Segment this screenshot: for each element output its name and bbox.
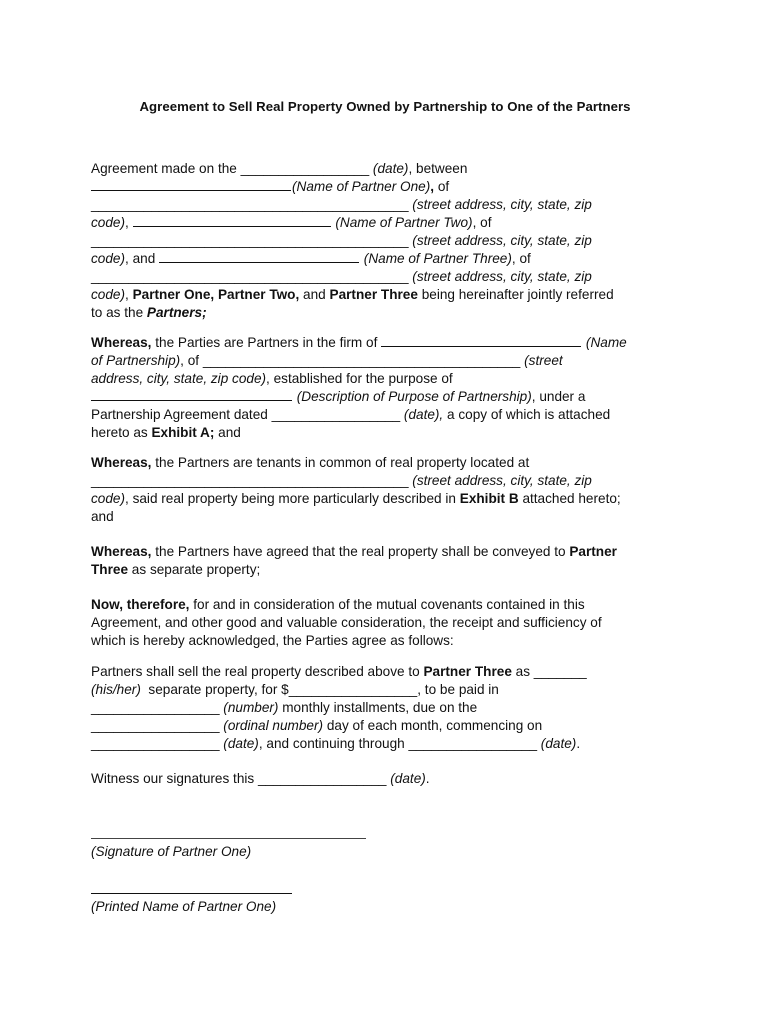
partnership-name-blank[interactable] bbox=[381, 334, 581, 347]
signature-line[interactable] bbox=[91, 838, 366, 839]
sale-terms-paragraph: Partners shall sell the real property described above to Partner Three as _______ (his/her) separate property, for $_________________, to be paid in _________________ (number) monthly installments, due on the _________________ (ordinal number) day of each month, commencing on _________________ (date), and continuing through _________________ (date). bbox=[91, 664, 587, 751]
address-blank[interactable]: __________________________________________ bbox=[91, 197, 409, 212]
now-therefore-paragraph: Now, therefore, for and in consideration of the mutual covenants contained in this Agreement, and other good and valuable consideration, the receipt and sufficiency of which is hereby acknowledged, the Parties agree as follows: bbox=[91, 597, 602, 648]
whereas-partnership-paragraph: Whereas, the Parties are Partners in the firm of (Name of Partnership), of __________________________________________ (street address, city, state, zip code), established for the purpose of (Description of Purpose of Partnership), under a Partnership Agreement dated _________________ (date), a copy of which is attached hereto as Exhibit A; and bbox=[91, 335, 627, 440]
purpose-blank[interactable] bbox=[91, 388, 292, 401]
whereas-property-paragraph: Whereas, the Partners are tenants in common of real property located at __________________________________________ (street address, city, state, zip code), said real property being more particularly described in Exhibit B attached hereto; and bbox=[91, 455, 621, 524]
day-blank[interactable]: _________________ bbox=[91, 718, 220, 733]
date-blank[interactable]: _________________ bbox=[257, 771, 387, 786]
address-blank[interactable]: __________________________________________ bbox=[91, 269, 409, 284]
date-blank[interactable]: _________________ bbox=[91, 736, 220, 751]
whereas-conveyance-paragraph: Whereas, the Partners have agreed that the real property shall be conveyed to Partner Three as separate property; bbox=[91, 544, 617, 577]
date-blank[interactable]: _________________ bbox=[240, 161, 370, 176]
witness-paragraph: Witness our signatures this _________________ (date). bbox=[91, 771, 430, 786]
address-blank[interactable]: __________________________________________ bbox=[91, 233, 409, 248]
printed-name-label: (Printed Name of Partner One) bbox=[91, 899, 277, 914]
signature-label: (Signature of Partner One) bbox=[91, 844, 252, 859]
date-blank[interactable]: _________________ bbox=[408, 736, 538, 751]
price-blank[interactable]: _________________ bbox=[288, 682, 418, 697]
partner-three-name-blank[interactable] bbox=[159, 250, 359, 263]
address-blank[interactable]: __________________________________________ bbox=[202, 353, 521, 368]
printed-name-line[interactable] bbox=[91, 893, 292, 894]
address-blank[interactable]: __________________________________________ bbox=[91, 473, 409, 488]
partner-one-name-blank[interactable] bbox=[91, 178, 291, 191]
partner-two-name-blank[interactable] bbox=[133, 214, 331, 227]
installments-blank[interactable]: _________________ bbox=[91, 700, 220, 715]
intro-paragraph: Agreement made on the _________________ (date), between (Name of Partner One), of __________________________________________ (street address, city, state, zip code), (Name of Partner Two), of __________________________________________ (street address, city, state, zip code), and (Name of Partner Three), of __________________________________________ (street address, city, state, zip code), Partner One, Partner Two, and Partner Three being hereinafter jointly referred to as the Partners; bbox=[91, 161, 614, 320]
date-blank[interactable]: _________________ bbox=[271, 407, 401, 422]
document-title: Agreement to Sell Real Property Owned by Partnership to One of the Partners bbox=[139, 99, 631, 114]
